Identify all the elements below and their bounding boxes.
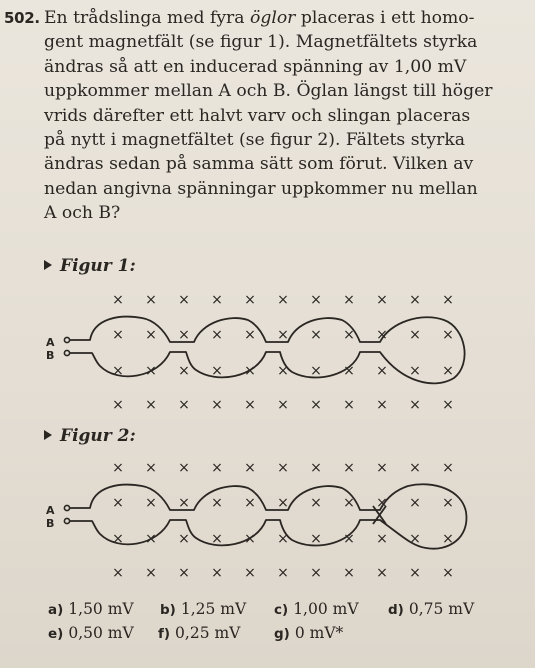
triangle-bullet-icon (44, 260, 52, 270)
field-cross-icon: × (211, 363, 223, 379)
field-cross-icon: × (277, 460, 289, 476)
problem-line: uppkommer mellan A och B. Öglan längst till höger (44, 81, 493, 102)
terminal-circle (64, 505, 69, 510)
field-cross-icon: × (442, 397, 454, 413)
field-cross-icon: × (244, 292, 256, 308)
field-cross-icon: × (211, 397, 223, 413)
field-cross-icon: × (277, 531, 289, 547)
terminal-circle (64, 337, 69, 342)
option-e[interactable]: e) 0,50 mV (48, 624, 134, 642)
terminal-b-label: B (46, 517, 55, 530)
field-cross-icon: × (178, 327, 190, 343)
field-cross-icon: × (343, 327, 355, 343)
field-cross-icon: × (442, 460, 454, 476)
option-d[interactable]: d) 0,75 mV (388, 600, 475, 618)
field-cross-icon: × (409, 363, 421, 379)
field-cross-icon: × (376, 397, 388, 413)
field-cross-icon: × (277, 495, 289, 511)
option-a[interactable]: a) 1,50 mV (48, 600, 134, 618)
field-cross-icon: × (145, 565, 157, 581)
field-cross-icon: × (112, 292, 124, 308)
field-cross-icon: × (244, 495, 256, 511)
field-cross-icon: × (310, 327, 322, 343)
field-cross-icon: × (244, 363, 256, 379)
field-cross-icon: × (343, 531, 355, 547)
field-cross-icon: × (211, 292, 223, 308)
field-cross-icon: × (112, 327, 124, 343)
field-cross-icon: × (178, 292, 190, 308)
field-cross-icon: × (376, 363, 388, 379)
figure-2-label: Figur 2: (44, 426, 136, 446)
field-cross-icon: × (343, 397, 355, 413)
field-cross-icon: × (211, 565, 223, 581)
option-g[interactable]: g) 0 mV* (274, 624, 344, 642)
figure-2 (30, 450, 490, 595)
field-cross-icon: × (442, 565, 454, 581)
field-cross-icon: × (409, 495, 421, 511)
field-cross-icon: × (310, 363, 322, 379)
option-c[interactable]: c) 1,00 mV (274, 600, 359, 618)
field-cross-icon: × (409, 531, 421, 547)
field-cross-icon: × (244, 397, 256, 413)
field-cross-icon: × (409, 460, 421, 476)
field-cross-icon: × (277, 292, 289, 308)
field-cross-icon: × (409, 292, 421, 308)
field-cross-icon: × (442, 292, 454, 308)
field-cross-icon: × (343, 460, 355, 476)
field-cross-icon: × (112, 531, 124, 547)
field-cross-icon: × (211, 460, 223, 476)
problem-line: gent magnetfält (se figur 1). Magnetfältets styrka (44, 32, 478, 53)
field-cross-icon: × (244, 565, 256, 581)
field-cross-icon: × (409, 397, 421, 413)
field-cross-icon: × (376, 460, 388, 476)
field-cross-icon: × (310, 565, 322, 581)
wire-loop (70, 317, 465, 384)
field-cross-icon: × (442, 495, 454, 511)
field-cross-icon: × (343, 363, 355, 379)
problem-line: vrids därefter ett halvt varv och slingan placeras (44, 105, 471, 126)
field-cross-icon: × (112, 565, 124, 581)
option-f[interactable]: f) 0,25 mV (158, 624, 241, 642)
problem-line: nedan angivna spänningar uppkommer nu mellan (44, 178, 478, 199)
field-cross-icon: × (409, 565, 421, 581)
field-cross-icon: × (112, 460, 124, 476)
problem-line: på nytt i magnetfältet (se figur 2). Fältets styrka (44, 130, 466, 150)
field-cross-icon: × (178, 531, 190, 547)
wire-loop (70, 484, 466, 548)
field-cross-icon: × (211, 327, 223, 343)
field-cross-icon: × (442, 363, 454, 379)
field-cross-icon: × (442, 327, 454, 343)
problem-line: ändras så att en inducerad spänning av 1,00 mV (44, 56, 467, 77)
field-cross-icon: × (310, 495, 322, 511)
field-cross-icon: × (178, 460, 190, 476)
terminal-a-label: A (46, 336, 55, 349)
figure-1 (30, 282, 490, 427)
field-cross-icon: × (277, 397, 289, 413)
field-cross-icon: × (277, 363, 289, 379)
field-cross-icon: × (178, 397, 190, 413)
figure-2-diagram (30, 450, 490, 595)
field-cross-icon: × (310, 397, 322, 413)
field-cross-icon: × (310, 292, 322, 308)
field-cross-icon: × (244, 460, 256, 476)
field-cross-icon: × (112, 495, 124, 511)
field-cross-icon: × (145, 397, 157, 413)
terminal-b-label: B (46, 349, 55, 362)
field-cross-icon: × (376, 565, 388, 581)
field-cross-icon: × (178, 565, 190, 581)
field-cross-icon: × (310, 460, 322, 476)
field-cross-icon: × (145, 292, 157, 308)
option-b[interactable]: b) 1,25 mV (160, 600, 247, 618)
field-cross-icon: × (145, 460, 157, 476)
field-cross-icon: × (112, 363, 124, 379)
field-cross-icon: × (145, 363, 157, 379)
problem-line: ändras sedan på samma sätt som förut. Vilken av (44, 154, 474, 175)
field-cross-icon: × (310, 531, 322, 547)
field-cross-icon: × (409, 327, 421, 343)
field-cross-icon: × (145, 531, 157, 547)
field-cross-icon: × (442, 531, 454, 547)
field-cross-icon: × (376, 495, 388, 511)
field-cross-icon: × (343, 565, 355, 581)
field-cross-icon: × (277, 327, 289, 343)
problem-line: En trådslinga med fyra öglor placeras i ett homo- (44, 8, 475, 28)
field-cross-icon: × (277, 565, 289, 581)
problem-line: A och B? (44, 203, 121, 224)
field-cross-icon: × (211, 531, 223, 547)
field-cross-icon: × (112, 397, 124, 413)
field-cross-icon: × (343, 495, 355, 511)
field-cross-icon: × (376, 327, 388, 343)
field-cross-icon: × (145, 495, 157, 511)
problem-number: 502. (4, 9, 40, 27)
figure-1-diagram (30, 282, 490, 427)
field-cross-icon: × (178, 363, 190, 379)
terminal-circle (64, 350, 69, 355)
terminal-a-label: A (46, 504, 55, 517)
field-cross-icon: × (376, 531, 388, 547)
figure-1-label: Figur 1: (44, 256, 136, 276)
field-cross-icon: × (244, 531, 256, 547)
field-cross-icon: × (376, 292, 388, 308)
field-cross-icon: × (178, 495, 190, 511)
field-cross-icon: × (244, 327, 256, 343)
triangle-bullet-icon (44, 430, 52, 440)
terminal-circle (64, 518, 69, 523)
field-cross-icon: × (145, 327, 157, 343)
field-cross-icon: × (343, 292, 355, 308)
field-cross-icon: × (211, 495, 223, 511)
